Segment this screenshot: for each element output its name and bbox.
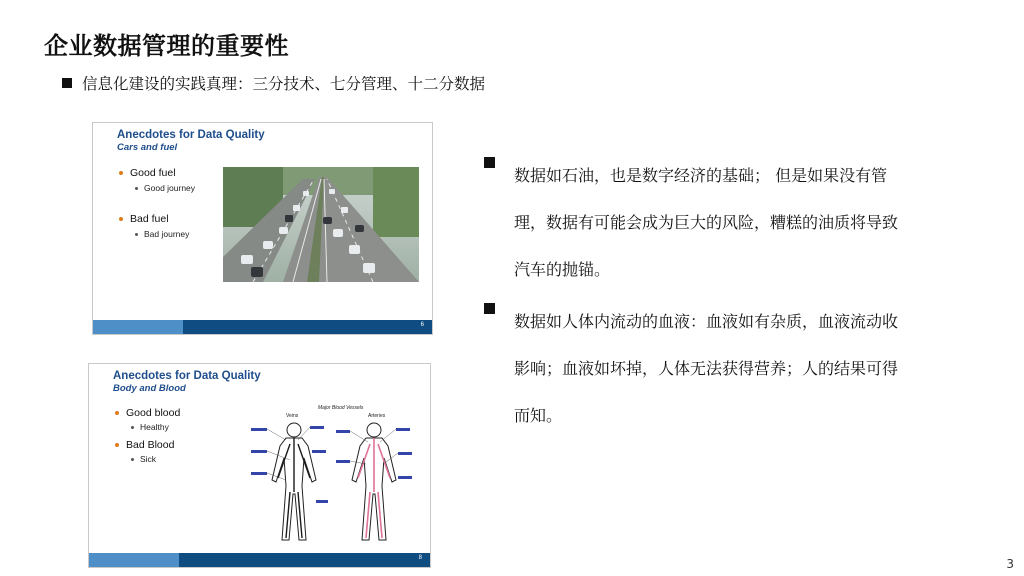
- highway-traffic-photo: [223, 167, 419, 282]
- slide-number: 8: [418, 555, 422, 561]
- paragraph-line: 汽车的抛锚。: [514, 260, 611, 279]
- subbullet-label: Good journey: [144, 183, 196, 193]
- paragraph-line: 数据如石油，也是数字经济的基础； 但是如果没有管: [514, 166, 888, 185]
- paragraph-line: 影响；血液如坏掉，人体无法获得营养；人的结果可得: [514, 359, 899, 378]
- subbullet-label: Sick: [140, 454, 157, 464]
- slide-subheading: Cars and fuel: [117, 142, 178, 153]
- figure-label-arteries: Arteries: [368, 413, 386, 419]
- slide-subbullet: [131, 422, 169, 432]
- bullet-dot-icon: [119, 171, 123, 175]
- paragraph-oil: [484, 152, 984, 293]
- bullet-dot-icon: [135, 233, 138, 236]
- figure-label-veins: Veins: [286, 413, 299, 419]
- slide-thumbnail-blood: [88, 363, 431, 568]
- slide-subbullet: [135, 229, 189, 239]
- slide-subbullet: [135, 183, 195, 193]
- slide-thumbnail-cars: [92, 122, 433, 335]
- bullet-dot-icon: [131, 426, 134, 429]
- slide-heading: Anecdotes for Data Quality: [117, 129, 265, 141]
- slide-bullet: [115, 407, 180, 419]
- figure-title: Major Blood Vessels: [318, 405, 364, 411]
- bullet-dot-icon: [115, 443, 119, 447]
- subtitle-bullet: [62, 72, 485, 94]
- paragraph-line: 理，数据有可能会成为巨大的风险，糟糕的油质将导致: [514, 213, 899, 232]
- slide-footer-bar: [93, 320, 432, 334]
- bullet-dot-icon: [131, 458, 134, 461]
- square-bullet-icon: [62, 78, 72, 88]
- slide-bullet: [119, 213, 169, 225]
- subtitle-text: 信息化建设的实践真理：三分技术、七分管理、十二分数据: [82, 75, 486, 93]
- paragraph-line: 数据如人体内流动的血液：血液如有杂质，血液流动收: [514, 312, 899, 331]
- square-bullet-icon: [484, 303, 495, 314]
- page-number: 3: [1006, 557, 1014, 571]
- bullet-label: Good blood: [126, 407, 181, 419]
- slide-heading: Anecdotes for Data Quality: [113, 370, 261, 382]
- bullet-label: Bad Blood: [126, 439, 175, 451]
- paragraph-line: 而知。: [514, 406, 563, 425]
- subbullet-label: Healthy: [140, 422, 169, 432]
- slide-bullet: [115, 439, 174, 451]
- bullet-label: Bad fuel: [130, 213, 169, 225]
- slide-bullet: [119, 167, 176, 179]
- slide-footer-bar: [89, 553, 430, 567]
- blood-vessels-diagram: [246, 400, 421, 548]
- bullet-dot-icon: [119, 217, 123, 221]
- bullet-dot-icon: [135, 187, 138, 190]
- paragraph-blood: [484, 298, 984, 439]
- square-bullet-icon: [484, 157, 495, 168]
- slide-subheading: Body and Blood: [113, 383, 186, 394]
- slide-subbullet: [131, 454, 156, 464]
- bullet-dot-icon: [115, 411, 119, 415]
- page-title: 企业数据管理的重要性: [44, 32, 289, 60]
- subbullet-label: Bad journey: [144, 229, 190, 239]
- bullet-label: Good fuel: [130, 167, 176, 179]
- slide-number: 6: [420, 322, 424, 328]
